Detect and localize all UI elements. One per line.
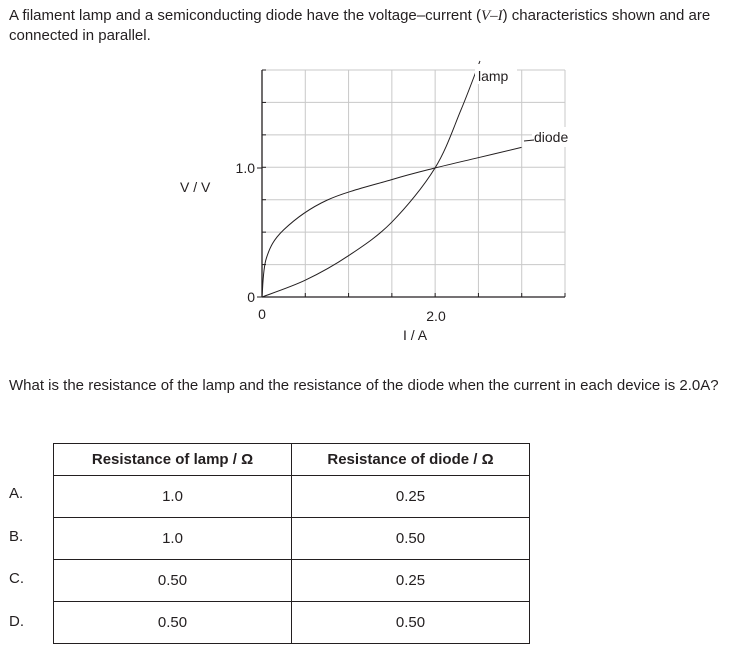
x-tick-label-0: 0 [258, 306, 266, 322]
option-a-lamp: 1.0 [54, 476, 292, 518]
table-header-row [54, 444, 530, 476]
table-row[interactable] [54, 476, 530, 518]
answer-table [53, 443, 530, 644]
option-b-letter[interactable]: B. [9, 528, 24, 545]
table-row[interactable] [54, 518, 530, 560]
intro-symbol: V–I [480, 8, 503, 24]
option-c-diode: 0.25 [292, 560, 530, 602]
option-c-lamp: 0.50 [54, 560, 292, 602]
graph-grid [262, 70, 565, 297]
table-row[interactable] [54, 602, 530, 644]
intro-part1: A filament lamp and a semiconducting diode have the voltage–current ( [9, 7, 481, 24]
x-tick-label-2: 2.0 [426, 308, 446, 324]
header-lamp-resistance: Resistance of lamp / Ω [54, 444, 292, 476]
option-d-lamp: 0.50 [54, 602, 292, 644]
graph-axes [257, 70, 565, 297]
option-d-letter[interactable]: D. [9, 613, 24, 630]
option-c-letter[interactable]: C. [9, 570, 24, 587]
x-axis-symbol: I [403, 327, 407, 343]
option-d-diode: 0.50 [292, 602, 530, 644]
question-text: What is the resistance of the lamp and the resistance of the diode when the current in each device is 2.0A? [9, 377, 719, 394]
option-a-letter[interactable]: A. [9, 485, 24, 502]
y-axis-label [180, 179, 211, 195]
series-line-lamp [262, 61, 480, 297]
diode-label: diode [534, 129, 569, 145]
x-axis-unit: / A [406, 327, 428, 343]
y-tick-label-1: 1.0 [235, 160, 255, 176]
header-diode-resistance: Resistance of diode / Ω [292, 444, 530, 476]
y-axis-unit: / V [189, 179, 211, 195]
intro-part2: ) characteristics shown and are connected in parallel. [9, 7, 711, 44]
y-tick-label-0: 0 [247, 289, 255, 305]
x-axis-label [403, 327, 428, 343]
table-row[interactable] [54, 560, 530, 602]
y-axis-symbol: V [180, 179, 190, 195]
lamp-label: lamp [478, 68, 509, 84]
option-a-diode: 0.25 [292, 476, 530, 518]
option-b-lamp: 1.0 [54, 518, 292, 560]
option-b-diode: 0.50 [292, 518, 530, 560]
